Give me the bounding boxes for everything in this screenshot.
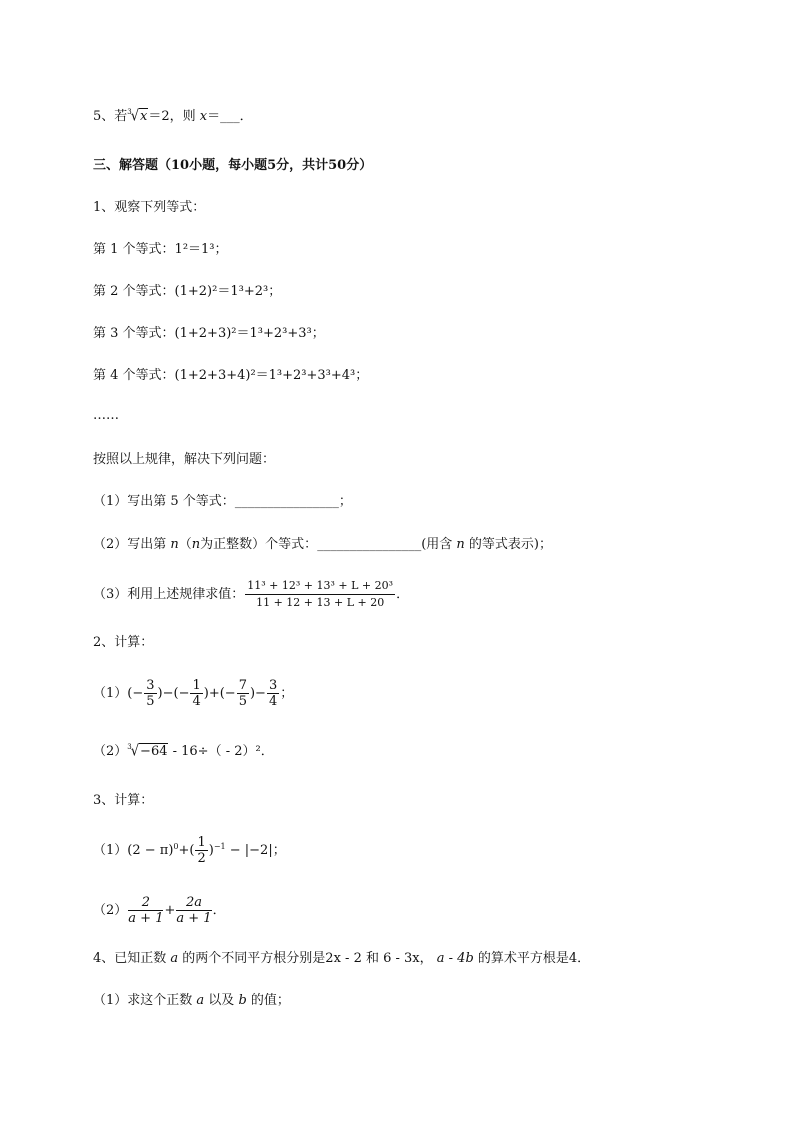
s2-mid1: （ bbox=[178, 537, 192, 552]
eq-content: (1+2+3+4)²＝1³+2³+3³+4³； bbox=[174, 368, 369, 383]
denominator: a + 1 bbox=[176, 911, 212, 926]
denominator: 5 bbox=[146, 694, 155, 709]
p2-intro: 2、计算： bbox=[93, 635, 154, 650]
exponent: 0 bbox=[173, 842, 179, 851]
numerator: 1 bbox=[197, 835, 206, 850]
denominator: 2 bbox=[197, 851, 206, 866]
radicand: x bbox=[140, 109, 148, 124]
denominator: 5 bbox=[238, 694, 247, 709]
denominator: 4 bbox=[192, 694, 201, 709]
sub-label: （1） bbox=[93, 843, 128, 858]
section-title: 三、解答题（10小题，每小题5分，共计50分） bbox=[93, 158, 373, 173]
p2-s1: （1）(− $\frac{3}{5}$ )−(− $\frac{1}{4}$ )+(− $\frac{7}{5}$ )− $\frac{3}{4}$ ； bbox=[93, 678, 294, 709]
p1-eq1 bbox=[93, 241, 228, 259]
s2-post1: (用含 bbox=[421, 537, 457, 552]
numerator: 7 bbox=[238, 678, 247, 693]
s2-mid2: 为正整数）个等式： bbox=[200, 537, 318, 552]
abs-expr: − |−2| bbox=[225, 843, 273, 858]
p1-dots: …… bbox=[93, 408, 119, 423]
answer-blank: ________________ bbox=[317, 537, 422, 552]
root-index: 3 bbox=[127, 108, 132, 116]
fraction bbox=[190, 678, 202, 709]
eq-label: 第 3 个等式： bbox=[93, 326, 175, 341]
question-5 bbox=[93, 108, 253, 127]
p4-text: 的算术平方根是4． bbox=[473, 951, 591, 966]
q5-blank: ___ bbox=[220, 109, 240, 124]
exponent: −1 bbox=[213, 842, 226, 851]
s1-text: （1）写出第 5 个等式： bbox=[93, 494, 235, 509]
p4-text: 4、已知正数 bbox=[93, 951, 171, 966]
p4-intro bbox=[93, 950, 590, 968]
eq-label: 第 4 个等式： bbox=[93, 368, 175, 383]
s1-pre: （1）求这个正数 bbox=[93, 993, 197, 1008]
var-n: n bbox=[170, 537, 179, 552]
var-a: a bbox=[196, 993, 205, 1008]
fraction bbox=[144, 678, 156, 709]
sub-label: （2） bbox=[93, 903, 128, 918]
numerator: 3 bbox=[146, 678, 155, 693]
q5-end: ． bbox=[239, 109, 253, 124]
fraction bbox=[267, 678, 279, 709]
p1-s3 bbox=[93, 578, 409, 612]
denominator: 4 bbox=[268, 694, 278, 709]
numerator: 2a bbox=[176, 895, 211, 911]
s2-rest: - 16÷（ - 2）²． bbox=[168, 744, 274, 759]
denominator: a + 1 bbox=[128, 911, 164, 926]
p1-s2 bbox=[93, 536, 552, 554]
eq-content: (1+2)²＝1³+2³； bbox=[174, 284, 282, 299]
q5-mid: ＝2，则 bbox=[148, 109, 200, 124]
p1-intro: 1、观察下列等式： bbox=[93, 200, 206, 215]
eq-content: 1²＝1³； bbox=[174, 242, 228, 257]
base-expr: (2 − π) bbox=[127, 843, 174, 858]
p4-s1 bbox=[93, 992, 290, 1010]
fraction bbox=[176, 895, 211, 926]
s2-pre: （2）写出第 bbox=[93, 537, 171, 552]
p3-intro: 3、计算： bbox=[93, 793, 154, 808]
var-b: b bbox=[238, 993, 247, 1008]
var-n: n bbox=[456, 537, 465, 552]
s3-text: （3）利用上述规律求值： bbox=[93, 587, 245, 602]
p3-s2: （2） $\frac{2}{a + 1}$ + $\frac{2a}{a + 1}$ ． bbox=[93, 895, 226, 926]
s2-post2: 的等式表示)； bbox=[464, 537, 552, 552]
radicand: −64 bbox=[140, 744, 168, 759]
fraction-numerator: 11³ + 12³ + 13³ + L + 20³ bbox=[245, 578, 395, 595]
expr: a - 4b bbox=[436, 951, 474, 966]
sub-label: （1） bbox=[93, 686, 128, 701]
fraction-denominator: 11 + 12 + 13 + L + 20 bbox=[256, 596, 385, 609]
fraction bbox=[195, 835, 207, 866]
var-a: a bbox=[170, 951, 179, 966]
numerator: 1 bbox=[192, 678, 201, 693]
p1-eq3 bbox=[93, 325, 325, 343]
p1-task: 按照以上规律，解决下列问题： bbox=[93, 452, 276, 467]
cube-root: $^3$√x bbox=[127, 107, 148, 126]
s3-end: ． bbox=[396, 587, 410, 602]
answer-blank: ________________ bbox=[234, 494, 339, 509]
q5-prefix: 5、若 bbox=[93, 109, 128, 124]
q5-eq: ＝ bbox=[207, 109, 221, 124]
eq-content: (1+2+3)²＝1³+2³+3³； bbox=[174, 326, 325, 341]
p3-s1: $(1)(2 - \pi)^0+$( $\frac{1}{2}$ )$^{-1}$ − |−2|； bbox=[93, 835, 286, 866]
s1-mid: 以及 bbox=[204, 993, 239, 1008]
sum-fraction bbox=[245, 578, 395, 611]
fraction bbox=[128, 895, 163, 926]
p2-s2 bbox=[93, 743, 274, 762]
s1-end: ； bbox=[338, 494, 352, 509]
numerator: 2 bbox=[128, 895, 163, 911]
sub-label: （2） bbox=[93, 744, 128, 759]
p1-eq2 bbox=[93, 283, 281, 301]
fraction bbox=[237, 678, 249, 709]
s1-end: 的值； bbox=[246, 993, 290, 1008]
cube-root: $^3$√−64 bbox=[127, 742, 168, 761]
root-index: 3 bbox=[127, 743, 132, 751]
eq-label: 第 2 个等式： bbox=[93, 284, 175, 299]
var-n: n bbox=[191, 537, 201, 552]
p1-s1 bbox=[93, 493, 352, 511]
s1-end: ； bbox=[272, 843, 286, 858]
numerator: 3 bbox=[268, 678, 278, 693]
eq-label: 第 1 个等式： bbox=[93, 242, 175, 257]
q5-var: x bbox=[199, 109, 208, 124]
p1-eq4 bbox=[93, 367, 368, 385]
p4-text: 的两个不同平方根分别是2x - 2 和 6 - 3x， bbox=[178, 951, 437, 966]
s2-end: ． bbox=[212, 903, 226, 918]
s1-end: ； bbox=[280, 686, 294, 701]
